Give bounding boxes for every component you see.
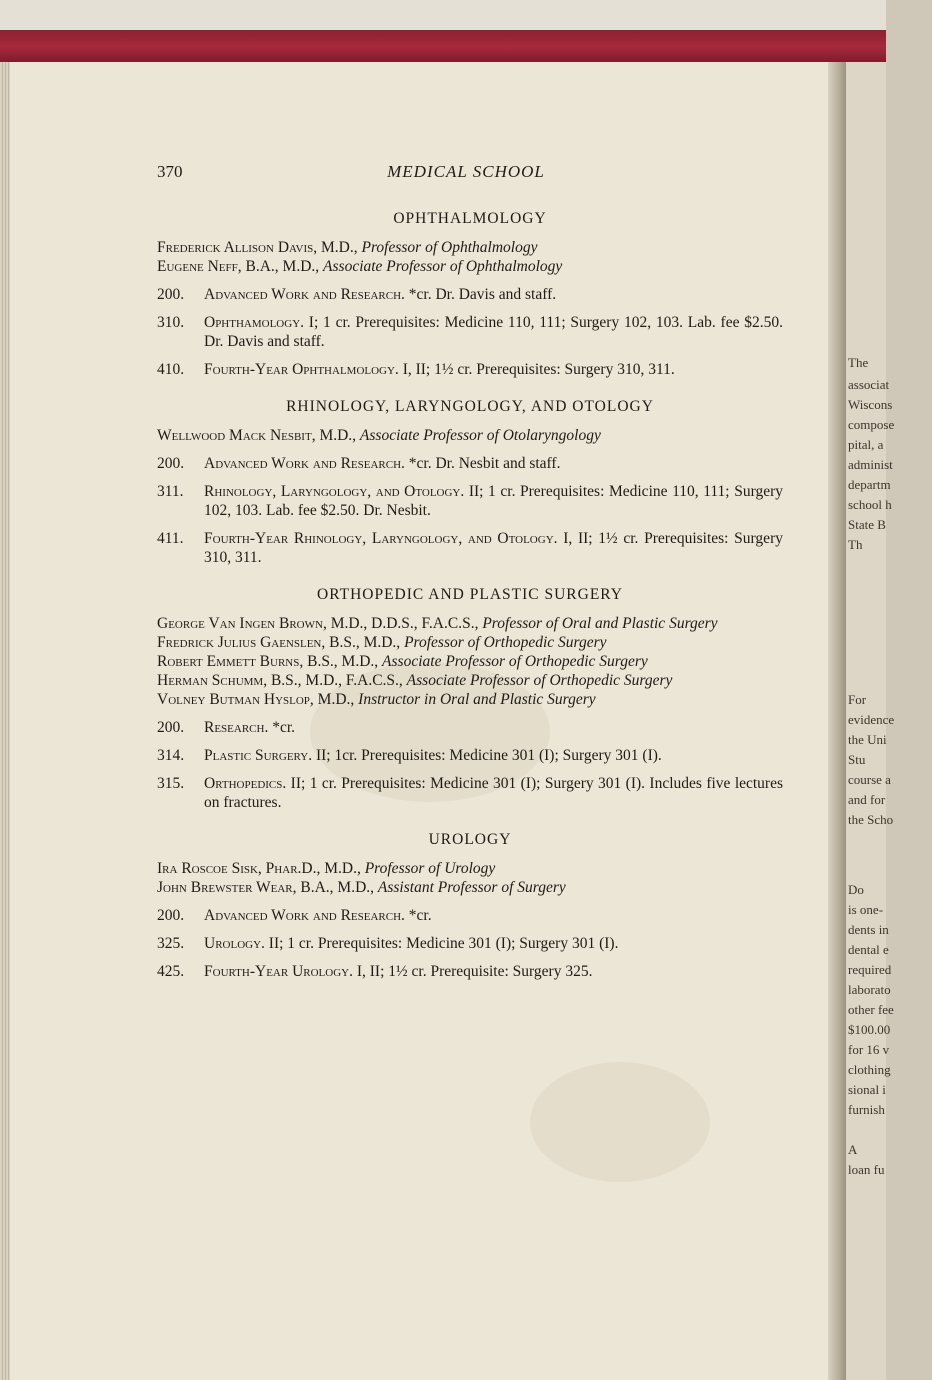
- facing-page-word: furnish: [848, 1102, 885, 1117]
- faculty-title: Associate Professor of Orthopedic Surgery: [382, 653, 648, 670]
- course-entry: [157, 934, 783, 953]
- faculty-title: Assistant Professor of Surgery: [377, 879, 566, 896]
- facing-page-word: dents in: [848, 922, 889, 937]
- course-number: 311.: [157, 483, 184, 500]
- running-head-title: MEDICAL SCHOOL: [387, 162, 545, 181]
- facing-page-word: evidence: [848, 712, 895, 727]
- section-title: ORTHOPEDIC AND PLASTIC SURGERY: [317, 586, 623, 603]
- course-body: [204, 454, 783, 473]
- faculty-title: Associate Professor of Otolaryngology: [359, 427, 601, 444]
- course-number: 411.: [157, 530, 184, 547]
- course-number: 200.: [157, 719, 185, 736]
- facing-page-word: departm: [848, 477, 891, 492]
- course-number: 325.: [157, 935, 185, 952]
- section: [157, 830, 783, 981]
- course-entry: [157, 313, 783, 351]
- faculty-entry: [157, 257, 783, 276]
- scan-background-top: [0, 0, 886, 32]
- course-title: Fourth-Year Ophthalmology.: [204, 361, 399, 378]
- faculty-entry: [157, 652, 783, 671]
- course-body: [204, 906, 783, 925]
- course-body: [204, 529, 783, 567]
- faculty-entry: [157, 238, 783, 257]
- course-number: 310.: [157, 314, 185, 331]
- course-entry: [157, 529, 783, 567]
- facing-page-word: Do: [848, 882, 864, 897]
- facing-page-word: pital, a: [848, 437, 884, 452]
- course-body: [204, 360, 783, 379]
- faculty-title: Instructor in Oral and Plastic Surgery: [358, 691, 596, 708]
- page-number: 370: [157, 162, 183, 181]
- course-title: Fourth-Year Rhinology, Laryngology, and Otology.: [204, 530, 558, 547]
- course-title: Research.: [204, 719, 269, 736]
- facing-page-word: Wiscons: [848, 397, 893, 412]
- course-entry: [157, 962, 783, 981]
- course-number: 410.: [157, 361, 185, 378]
- course-title: Urology.: [204, 935, 265, 952]
- course-title: Advanced Work and Research.: [204, 286, 405, 303]
- faculty-entry: [157, 690, 783, 709]
- faculty-name: Herman Schumm, B.S., M.D., F.A.C.S.,: [157, 672, 403, 689]
- section-gap: [157, 379, 783, 397]
- facing-page-word: loan fu: [848, 1162, 885, 1177]
- faculty-name: Volney Butman Hyslop, M.D.,: [157, 691, 355, 708]
- course-entry: [157, 360, 783, 379]
- course-details: I, II; 1½ cr. Prerequisites: Surgery 310, 311.: [204, 530, 783, 566]
- course-title: Fourth-Year Urology.: [204, 963, 353, 980]
- course-details: *cr.: [272, 719, 296, 736]
- course-entry: [157, 746, 783, 765]
- course-body: [204, 962, 783, 981]
- faculty-entry: [157, 633, 783, 652]
- course-entry: [157, 482, 783, 520]
- facing-page-word: clothing: [848, 1062, 891, 1077]
- faculty-title: Professor of Urology: [364, 860, 496, 877]
- faculty-name: Eugene Neff, B.A., M.D.,: [157, 258, 320, 275]
- facing-page-word: and for: [848, 792, 886, 807]
- course-body: [204, 718, 783, 737]
- course-number: 200.: [157, 907, 185, 924]
- faculty-entry: [157, 614, 783, 633]
- faculty-name: Wellwood Mack Nesbit, M.D.,: [157, 427, 357, 444]
- faculty-name: Fredrick Julius Gaenslen, B.S., M.D.,: [157, 634, 401, 651]
- book-gutter: [828, 62, 846, 1380]
- course-title: Advanced Work and Research.: [204, 455, 405, 472]
- course-body: [204, 774, 783, 812]
- page-content: [157, 209, 783, 981]
- faculty-name: Frederick Allison Davis, M.D.,: [157, 239, 358, 256]
- course-number: 315.: [157, 775, 185, 792]
- course-entry: [157, 906, 783, 925]
- section-title: UROLOGY: [428, 831, 512, 848]
- faculty-name: Robert Emmett Burns, B.S., M.D.,: [157, 653, 379, 670]
- course-details: II; 1 cr. Prerequisites: Medicine 301 (I); Surgery 301 (I).: [268, 935, 619, 952]
- section: [157, 209, 783, 379]
- course-details: II; 1 cr. Prerequisites: Medicine 110, 111; Surgery 102, 103. Lab. fee $2.50. Dr. Nesbit.: [204, 483, 783, 519]
- faculty-name: Ira Roscoe Sisk, Phar.D., M.D.,: [157, 860, 361, 877]
- section-gap: [157, 812, 783, 830]
- course-title: Orthopedics.: [204, 775, 287, 792]
- faculty-entry: [157, 878, 783, 897]
- book-cover-edge: [0, 30, 886, 64]
- facing-page-word: Stu: [848, 752, 866, 767]
- course-number: 425.: [157, 963, 185, 980]
- facing-page-word: other fee: [848, 1002, 894, 1017]
- course-entry: [157, 774, 783, 812]
- section: [157, 585, 783, 812]
- faculty-entry: [157, 671, 783, 690]
- facing-page-word: dental e: [848, 942, 889, 957]
- faculty-title: Professor of Orthopedic Surgery: [404, 634, 607, 651]
- facing-page-fragment: [846, 62, 895, 1380]
- facing-page-word: the Uni: [848, 732, 887, 747]
- course-body: [204, 746, 783, 765]
- course-details: I, II; 1½ cr. Prerequisite: Surgery 325.: [356, 963, 593, 980]
- course-title: Advanced Work and Research.: [204, 907, 405, 924]
- facing-page-word: For: [848, 692, 867, 707]
- course-number: 314.: [157, 747, 185, 764]
- faculty-title: Associate Professor of Orthopedic Surgery: [406, 672, 673, 689]
- facing-page-word: sional i: [848, 1082, 886, 1097]
- facing-page-word: State B: [848, 517, 886, 532]
- course-body: [204, 285, 783, 304]
- course-body: [204, 482, 783, 520]
- course-title: Ophthamology.: [204, 314, 305, 331]
- faculty-name: John Brewster Wear, B.A., M.D.,: [157, 879, 375, 896]
- faculty-title: Professor of Ophthalmology: [361, 239, 538, 256]
- section-title: RHINOLOGY, LARYNGOLOGY, AND OTOLOGY: [286, 398, 654, 415]
- facing-page-word: the Scho: [848, 812, 894, 827]
- course-details: *cr.: [408, 907, 432, 924]
- course-details: I, II; 1½ cr. Prerequisites: Surgery 310, 311.: [402, 361, 675, 378]
- facing-page-word: A: [848, 1142, 858, 1157]
- course-details: I; 1 cr. Prerequisites: Medicine 110, 111; Surgery 102, 103. Lab. fee $2.50. Dr. Davis and staff.: [204, 314, 783, 350]
- faculty-entry: [157, 859, 783, 878]
- facing-page-word: $100.00: [848, 1022, 891, 1037]
- paper-stain: [530, 1062, 710, 1182]
- facing-page-word: Th: [848, 537, 863, 552]
- course-body: [204, 934, 783, 953]
- faculty-name: George Van Ingen Brown, M.D., D.D.S., F.A.C.S.,: [157, 615, 479, 632]
- facing-page-word: required: [848, 962, 892, 977]
- page-stack-edge: [0, 62, 10, 1380]
- facing-page-word: The: [848, 355, 869, 370]
- course-entry: [157, 454, 783, 473]
- facing-page-word: administ: [848, 457, 893, 472]
- facing-page-word: compose: [848, 417, 895, 432]
- section: [157, 397, 783, 567]
- course-number: 200.: [157, 286, 185, 303]
- section-title: OPHTHALMOLOGY: [393, 210, 547, 227]
- course-body: [204, 313, 783, 351]
- course-details: II; 1cr. Prerequisites: Medicine 301 (I); Surgery 301 (I).: [315, 747, 662, 764]
- faculty-title: Associate Professor of Ophthalmology: [323, 258, 563, 275]
- facing-page-word: school h: [848, 497, 892, 512]
- course-title: Rhinology, Laryngology, and Otology.: [204, 483, 465, 500]
- facing-page-word: course a: [848, 772, 891, 787]
- facing-page-word: associat: [848, 377, 890, 392]
- course-entry: [157, 285, 783, 304]
- course-details: *cr. Dr. Davis and staff.: [408, 286, 557, 303]
- course-number: 200.: [157, 455, 185, 472]
- section-gap: [157, 567, 783, 585]
- facing-page-word: laborato: [848, 982, 891, 997]
- course-details: II; 1 cr. Prerequisites: Medicine 301 (I); Surgery 301 (I). Includes five lectures on fractures.: [204, 775, 784, 811]
- facing-page-word: for 16 v: [848, 1042, 890, 1057]
- course-title: Plastic Surgery.: [204, 747, 313, 764]
- faculty-title: Professor of Oral and Plastic Surgery: [482, 615, 718, 632]
- course-details: *cr. Dr. Nesbit and staff.: [408, 455, 561, 472]
- facing-page-word: is one-: [848, 902, 884, 917]
- course-entry: [157, 718, 783, 737]
- faculty-entry: [157, 426, 783, 445]
